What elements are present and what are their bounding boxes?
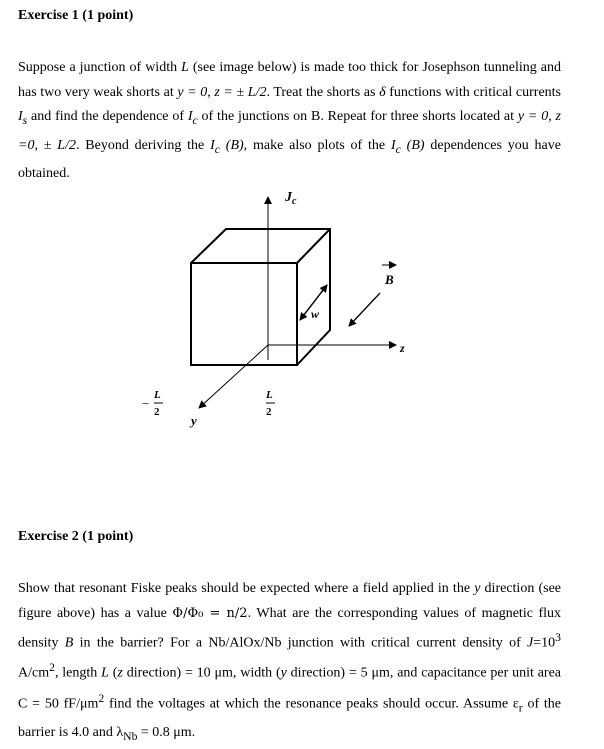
y-axis <box>199 345 268 408</box>
frac-den-left: 2 <box>154 406 160 418</box>
b-label: B <box>385 272 394 287</box>
frac-den-right: 2 <box>266 406 272 418</box>
w-label: w <box>311 307 320 321</box>
neg-sign: − <box>142 396 150 411</box>
exercise1-text: Suppose a junction of width L (see image below) is made too thick for Josephson tunneling and has two very weak shorts at y = 0, z = ± L/2. Treat the shorts as δ functions with critical currents $I_s$ and find the dependence of $I_c$ of the junctions on B. Repeat for three shorts located at y = 0, z =0, ± L/2. Beyond deriving the $I_c$ (B), make also plots of the $I_c$ (B) dependences you have obtained. <box>18 60 562 181</box>
frac-num-right: L <box>266 389 273 401</box>
jc-label: $J_c$ <box>285 190 297 207</box>
b-field-arrow <box>349 293 380 326</box>
y-label: y <box>191 413 197 428</box>
exercise2-title: Exercise 2 (1 point) <box>18 529 134 544</box>
frac-num-left: L <box>154 389 161 401</box>
exercise2-text: Show that resonant Fiske peaks should be expected where a field applied in the y direction (see figure above) has a value Φ/Φ₀ = n/2. What are the corresponding values of magnetic flux density B in the barrier? For a Nb/AlOx/Nb junction with critical current density of $J=10^3$ $A/cm^2$, length L (z direction) = 10 μm, width (y direction) = 5 μm, and capacitance per unit area C = 50 $fF/\mu m^2$ find the voltages at which the resonance peaks should occur. Assume $\varepsilon_r$ of the barrier is 4.0 and $\lambda_{Nb} = 0.8$ μm. <box>18 581 562 743</box>
exercise1-title: Exercise 1 (1 point) <box>18 8 134 23</box>
z-label: z <box>400 341 405 355</box>
